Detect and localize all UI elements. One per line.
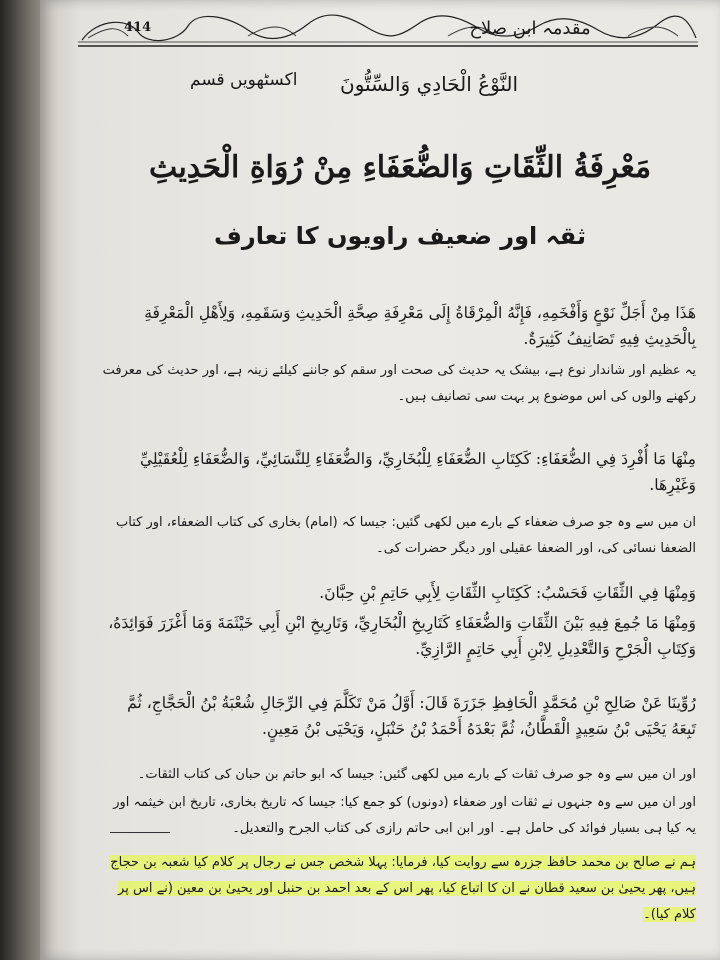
paragraph-arabic-4: وَمِنْهَا مَا جُمِعَ فِيهِ بَيْنَ الثِّقَاتِ وَالضُّعَفَاءِ كَتَارِيخِ الْبُخَارِيِّ، وَتَارِيخِ ابْنِ أَبِي خَيْثَمَةَ وَمَا أَغْزَرَ فَوَائِدَهُ، وَكِتَابِ الْجَرْحِ وَالتَّعْدِيلِ لِابْنِ أَبِي حَاتِمٍ الرَّازِيِّ. (108, 614, 696, 658)
paragraph-urdu-3: اور ان میں سے وہ جو صرف ثقات کے بارے میں لکھی گئیں: جیسا کہ ابو حاتم بن حبان کی کتاب الثقات۔ (137, 767, 696, 782)
paragraph-urdu-highlighted (98, 850, 696, 928)
paragraph-arabic-3: وَمِنْهَا فِي الثِّقَاتِ فَحَسْبُ: كَكِتَابِ الثِّقَاتِ لِأَبِي حَاتِمِ بْنِ حِبَّانَ. (319, 584, 696, 602)
paragraph-urdu-1: یہ عظیم اور شاندار نوع ہے، بیشک یہ حدیث کی صحت اور سقم کو جاننے کیلئے زینہ ہے، اور حدیث کی معرفت رکھنے والوں کی اس موضوع پر بہت سی تصانیف ہیں۔ (102, 363, 696, 404)
paragraph-urdu-4: اور ان میں سے وہ جنہوں نے ثقات اور ضعفاء (دونوں) کو جمع کیا: جیسا کہ تاریخ بخاری، تاریخ ابن خیثمہ اور یہ کیا ہی بسیار فوائد کی حامل ہے۔ اور ابن ابی حاتم رازی کی کتاب الجرح والتعدیل۔ (113, 795, 696, 836)
paragraph-urdu-2: ان میں سے وہ جو صرف ضعفاء کے بارے میں لکھی گئیں: جیسا کہ (امام) بخاری کی کتاب الضعفاء، اور کتاب الضعفا نسائی کی، اور الضعفا عقیلی اور دیگر حضرات کی۔ (116, 515, 696, 556)
page-number: 414 (124, 20, 152, 35)
chapter-title-arabic: مَعْرِفَةُ الثِّقَاتِ وَالضُّعَفَاءِ مِنْ رُوَاةِ الْحَدِيثِ (148, 150, 652, 185)
running-header-title: مقدمہ ابن صلاح (469, 18, 591, 39)
paragraph-arabic-2: مِنْهَا مَا أُفْرِدَ فِي الضُّعَفَاءِ: كَكِتَابِ الضُّعَفَاءِ لِلْبُخَارِيِّ، وَالضُّعَفَاءِ لِلنَّسَائِيِّ، وَالضُّعَفَاءِ لِلْعُقَيْلِيِّ وَغَيْرِهَا. (140, 450, 696, 494)
highlighted-text: ہم نے صالح بن محمد حافظ جزرہ سے روایت کیا، فرمایا: پہلا شخص جس نے رجال پر کلام کیا شعبہ بن حجاج ہیں، پھر یحییٰ بن سعید قطان نے ان کا اتباع کیا، پھر اس کے بعد احمد بن حنبل اور یحییٰ بن معین (نے اس پر کلام کیا)۔ (110, 855, 696, 922)
paragraph-arabic-1: هَذَا مِنْ أَجَلِّ نَوْعٍ وَأَفْخَمِهِ، فَإِنَّهُ الْمِرْقَاةُ إِلَى مَعْرِفَةِ صِحَّةِ الْحَدِيثِ وَسَقَمِهِ، وَلِأَهْلِ الْمَعْرِفَةِ بِالْحَدِيثِ فِيهِ تَصَانِيفُ كَثِيرَةٌ. (144, 304, 696, 348)
book-page (40, 0, 720, 960)
paragraph-arabic-5: رُوِّينَا عَنْ صَالِحِ بْنِ مُحَمَّدٍ الْحَافِظِ جَزَرَةَ قَالَ: أَوَّلُ مَنْ تَكَلَّمَ فِي الرِّجَالِ شُعْبَةُ بْنُ الْحَجَّاجِ، ثُمَّ تَبِعَهُ يَحْيَى بْنُ سَعِيدٍ الْقَطَّانُ، ثُمَّ بَعْدَهُ أَحْمَدُ بْنُ حَنْبَلٍ، وَيَحْيَى بْنُ مَعِينٍ. (127, 694, 696, 738)
chapter-number-urdu: اکسٹھویں قسم (190, 70, 298, 90)
chapter-number-arabic: النَّوْعُ الْحَادِي وَالسِّتُّونَ (340, 72, 519, 96)
chapter-title-urdu: ثقہ اور ضعیف راویوں کا تعارف (214, 222, 586, 250)
separator-line (110, 832, 170, 833)
